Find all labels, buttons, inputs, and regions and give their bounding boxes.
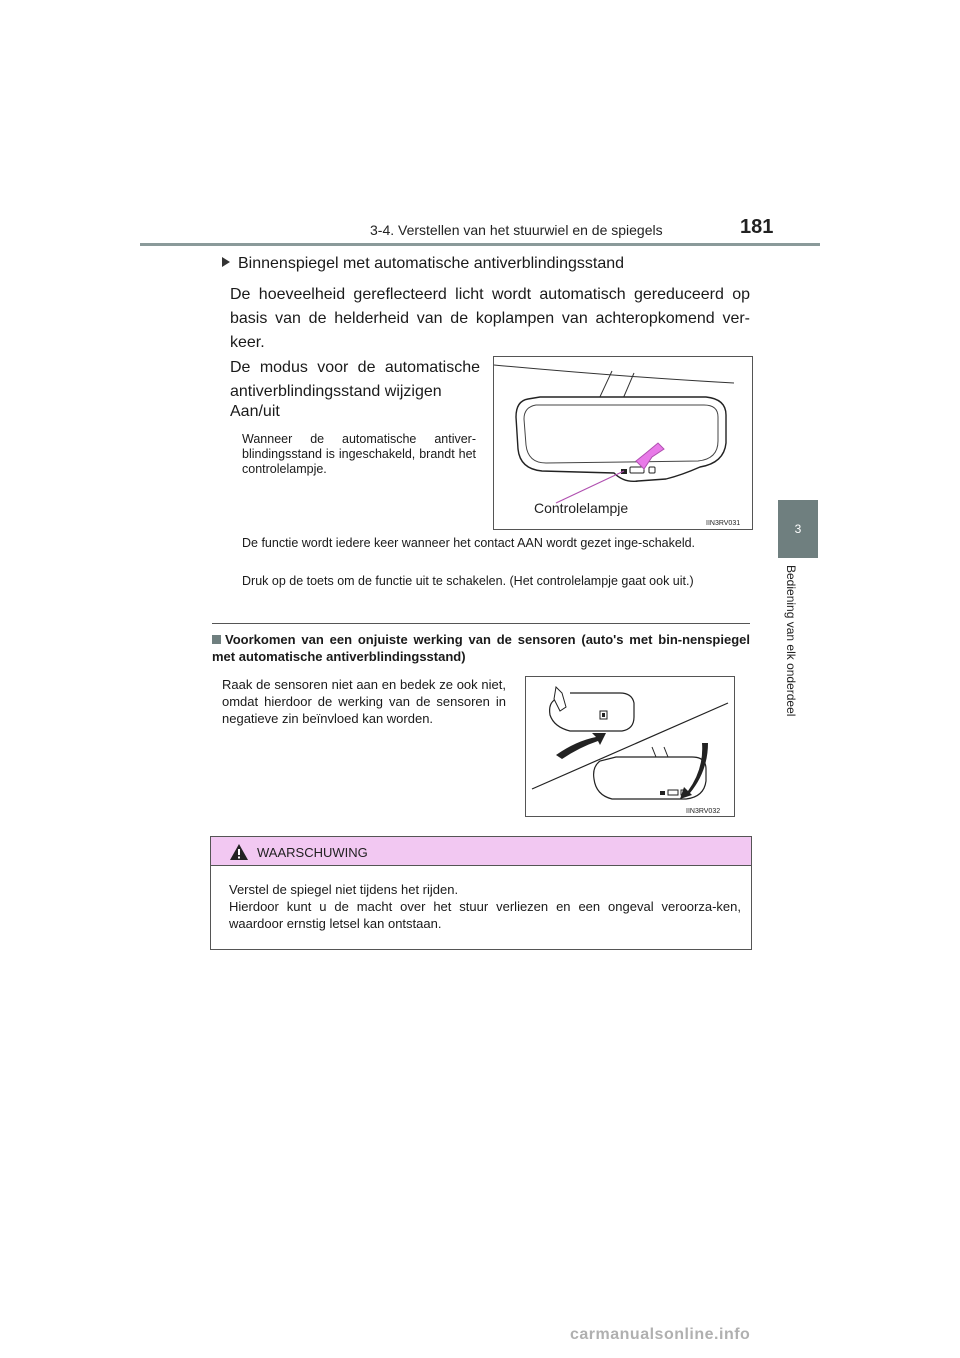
warning-body [229, 881, 741, 932]
section-title: 3-4. Verstellen van het stuurwiel en de spiegels [370, 222, 663, 238]
warning-header [211, 837, 751, 866]
triangle-bullet-icon [222, 257, 230, 267]
onoff-description: Wanneer de automatische antiver-blindingsstand is ingeschakeld, brandt het controlelampje. [242, 432, 476, 476]
sensor-drawing [526, 677, 734, 816]
watermark: carmanualsonline.info [570, 1326, 751, 1343]
figure-code: IIN3RV031 [706, 520, 741, 527]
note-deactivation: Druk op de toets om de functie uit te schakelen. (Het controlelampje gaat ook uit.) [242, 574, 694, 588]
warning-line-2: Hierdoor kunt u de macht over het stuur verliezen en een ongeval veroorza-ken, waardoor ernstig letsel kan ontstaan. [229, 899, 741, 931]
square-bullet-icon [212, 635, 221, 644]
warning-line-1: Verstel de spiegel niet tijdens het rijden. [229, 882, 459, 897]
onoff-label: Aan/uit [230, 403, 280, 420]
figure-callout: Controlelampje [534, 500, 629, 516]
header-divider [140, 243, 820, 246]
intro-paragraph: De hoeveelheid gereflecteerd licht wordt automatisch gereduceerd op basis van de helderheid van de koplampen van achteropkomend ver-keer. [230, 286, 750, 351]
sensor-illustration [525, 676, 735, 817]
sensor-heading [212, 631, 750, 665]
bullet-heading [222, 255, 624, 273]
chapter-tab-label: Bediening van elk onderdeel [784, 565, 798, 717]
mode-heading: De modus voor de automatische antiverblindingsstand wijzigen [230, 359, 480, 400]
warning-title: WAARSCHUWING [257, 845, 368, 860]
chapter-tab: 3 [778, 500, 818, 558]
note-activation: De functie wordt iedere keer wanneer het contact AAN wordt gezet inge-schakeld. [242, 536, 696, 550]
sensor-heading-text: Voorkomen van een onjuiste werking van de sensoren (auto's met bin-nenspiegel met automatische antiverblindingsstand) [212, 632, 750, 664]
warning-triangle-icon [229, 843, 249, 861]
mirror-illustration [493, 356, 753, 530]
chapter-tab-label-box [784, 565, 812, 765]
warning-box [210, 836, 752, 950]
mirror-drawing [494, 357, 752, 529]
figure-code-2: IIN3RV032 [686, 808, 721, 815]
sensor-paragraph: Raak de sensoren niet aan en bedek ze ook niet, omdat hierdoor de werking van de sensoren in negatieve zin beïnvloed kan worden. [222, 677, 506, 726]
bullet-heading-text: Binnenspiegel met automatische antiverblindingsstand [238, 255, 625, 272]
page-number: 181 [740, 216, 774, 238]
section-divider [212, 623, 750, 624]
